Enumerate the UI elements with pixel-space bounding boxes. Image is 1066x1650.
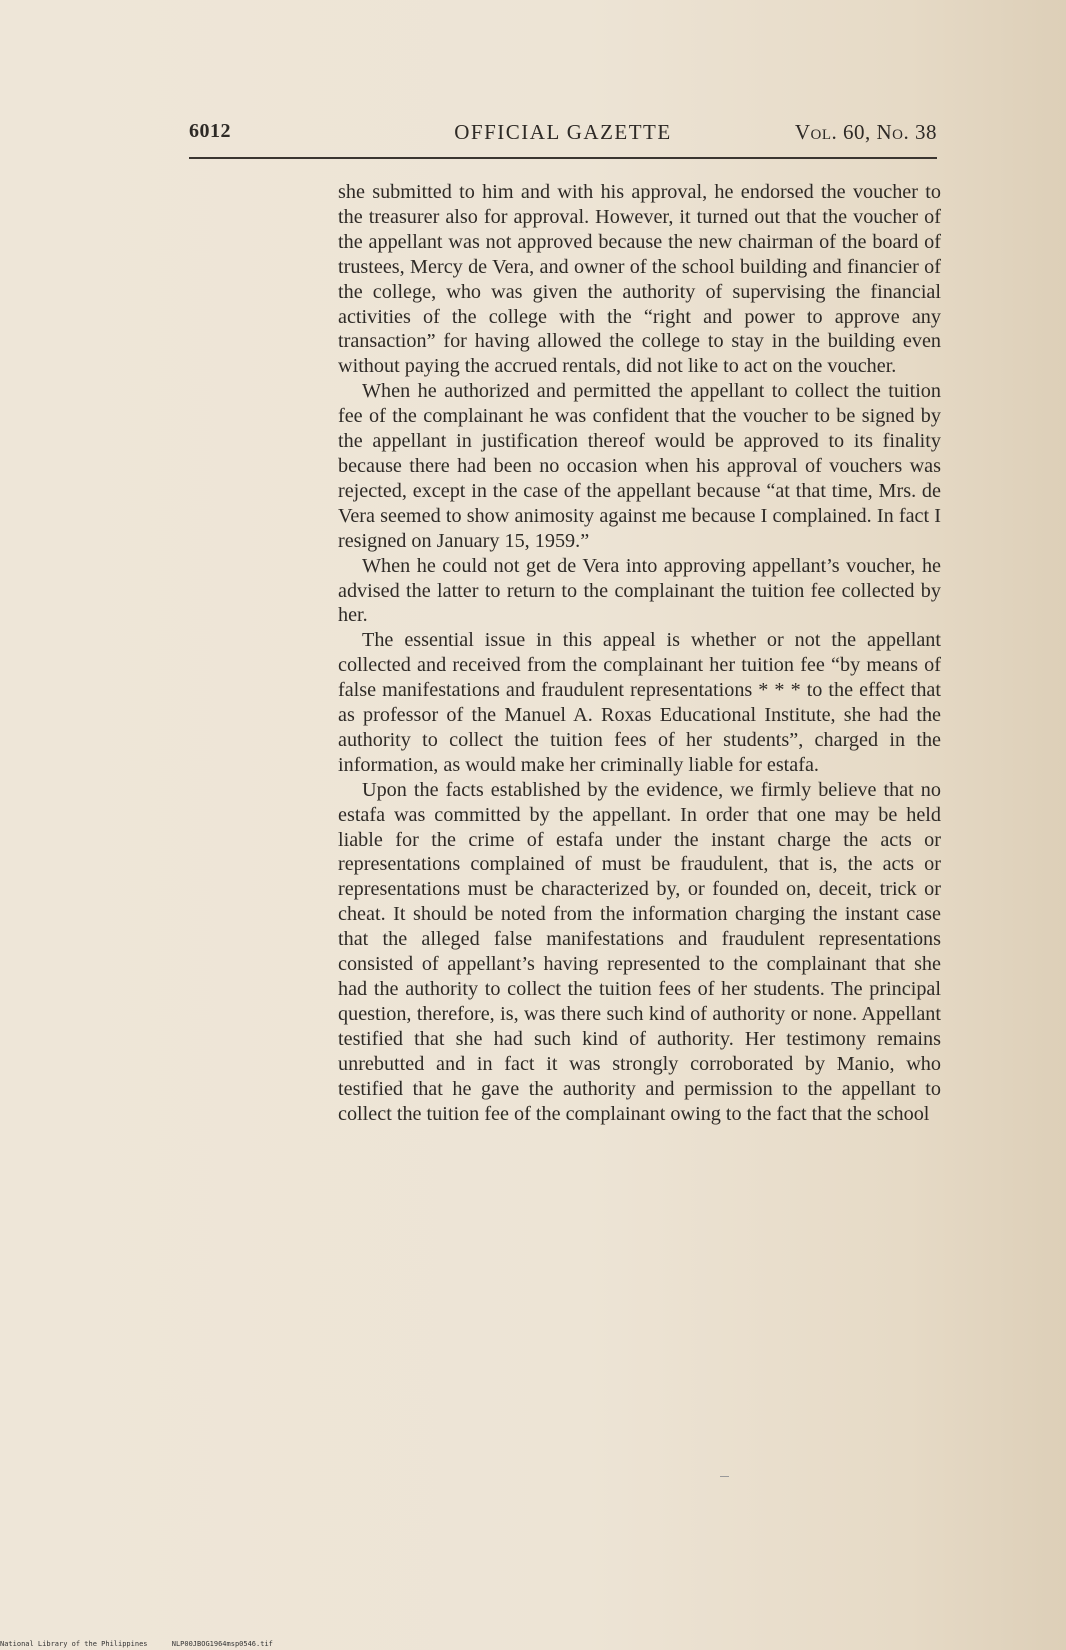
- paragraph-4: The essential issue in this appeal is whether or not the appellant collected and received from the complainant her tuition fee “by means of false manifestations and fraudulent representations * * * to the effect that as professor of the Manuel A. Roxas Educational Institute, she had the authority to collect the tuition fees of her students”, charged in the information, as would make her criminally liable for estafa.: [338, 629, 941, 776]
- file-id: NLP00JBOG1964msp0546.tif: [171, 1640, 273, 1648]
- volume-number: 60,: [843, 120, 871, 144]
- header-rule: [189, 157, 937, 159]
- publication-title: OFFICIAL GAZETTE: [454, 120, 672, 144]
- page-header: [189, 118, 937, 154]
- paragraph-1: she submitted to him and with his approval, he endorsed the voucher to the treasurer also for approval. However, it turned out that the voucher of the appellant was not approved because the new chairman of the board of trustees, Mercy de Vera, and owner of the school building and financier of the college, who was given the authority of supervising the financial activities of the college with the “right and power to approve any transaction” for having allowed the college to stay in the building even without paying the accrued rentals, did not like to act on the voucher.: [338, 181, 941, 378]
- issue-number: 38: [915, 120, 937, 144]
- paragraph-3: When he could not get de Vera into approving appellant’s voucher, he advised the latter to return to the complainant the tuition fee collected by her.: [338, 554, 941, 627]
- issue-label: No.: [876, 120, 910, 144]
- paragraph-5: Upon the facts established by the evidence, we firmly believe that no estafa was committed by the appellant. In order that one may be held liable for the crime of estafa under the instant charge the acts or representations complained of must be fraudulent, that is, the acts or representations must be characterized by, or founded on, deceit, trick or cheat. It should be noted from the information charging the instant case that the alleged false manifestations and fraudulent representations consisted of appellant’s having represented to the complainant that she had the authority to collect the tuition fees of her students. The principal question, therefore, is, was there such kind of authority or none. Appellant testified that she had such kind of authority. Her testimony remains unrebutted and in fact it was strongly corroborated by Manio, who testified that he gave the authority and permission to the appellant to collect the tuition fee of the complainant owing to the fact that the school: [338, 778, 941, 1125]
- stray-mark: [720, 1476, 729, 1477]
- page-number: 6012: [189, 120, 231, 142]
- scan-footer: [0, 1640, 293, 1648]
- body-text: [338, 180, 941, 1126]
- library-credit: National Library of the Philippines: [0, 1640, 148, 1648]
- volume-issue: [795, 120, 937, 145]
- volume-label: Vol.: [794, 120, 838, 144]
- paragraph-2: When he authorized and permitted the appellant to collect the tuition fee of the complainant he was confident that the voucher to be signed by the appellant in justification thereof would be approved to its finality because there had been no occasion when his approval of vouchers was rejected, except in the case of the appellant because “at that time, Mrs. de Vera seemed to show animosity against me because I complained. In fact I resigned on January 15, 1959.”: [338, 380, 941, 552]
